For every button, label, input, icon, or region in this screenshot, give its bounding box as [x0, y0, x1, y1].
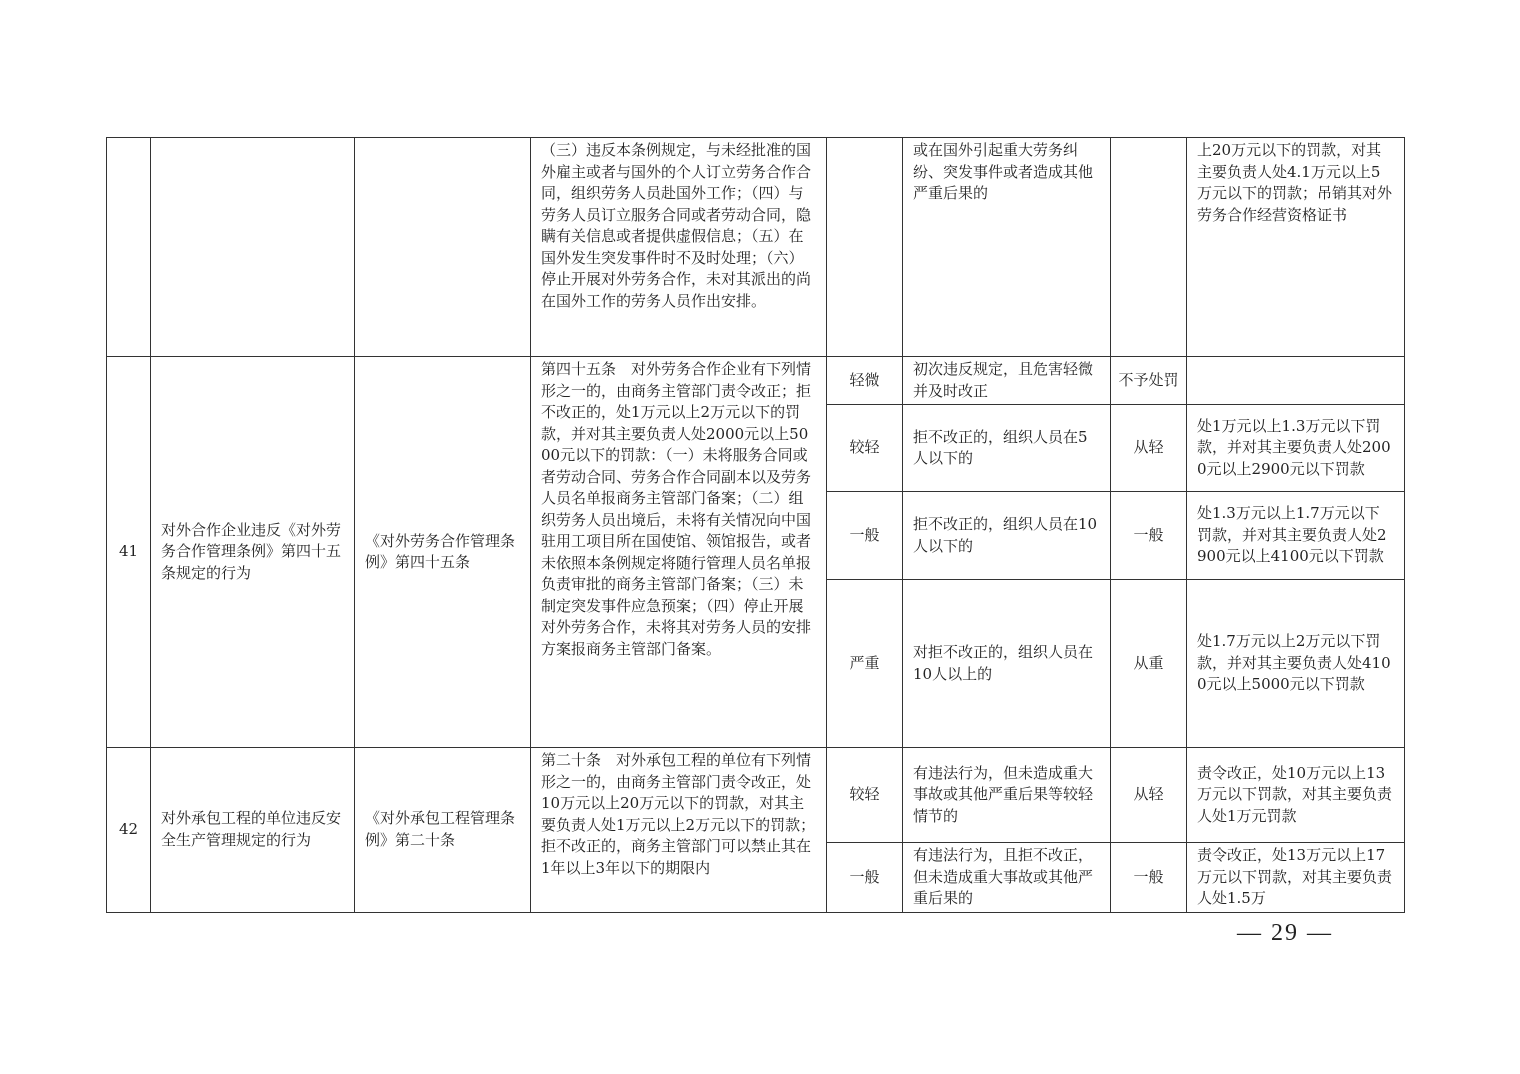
penalty-standard: 责令改正，处10万元以上13万元以下罚款，对其主要负责人处1万元罚款	[1187, 748, 1405, 843]
severity-degree: 一般	[827, 843, 903, 913]
legal-basis	[355, 138, 531, 357]
penalty-standard: 责令改正，处13万元以上17万元以下罚款，对其主要负责人处1.5万	[1187, 843, 1405, 913]
severity-degree: 严重	[827, 580, 903, 748]
severity-degree: 较轻	[827, 748, 903, 843]
violation-situation: 有违法行为，但未造成重大事故或其他严重后果等较轻情节的	[903, 748, 1111, 843]
legal-clause: 第二十条 对外承包工程的单位有下列情形之一的，由商务主管部门责令改正，处10万元以上20万元以下的罚款，对其主要负责人处1万元以上2万元以下的罚款；拒不改正的，商务主管部门可以禁止其在1年以上3年以下的期限内	[531, 748, 827, 913]
violation-situation: 拒不改正的，组织人员在10人以下的	[903, 492, 1111, 580]
row-number: 41	[107, 357, 151, 748]
legal-basis: 《对外劳务合作管理条例》第四十五条	[355, 357, 531, 748]
penalty-standard: 处1万元以上1.3万元以下罚款，并对其主要负责人处2000元以上2900元以下罚款	[1187, 405, 1405, 492]
violation-behavior	[151, 138, 355, 357]
page-number: — 29 —	[1237, 920, 1333, 946]
penalty-standard: 处1.3万元以上1.7万元以下罚款，并对其主要负责人处2900元以上4100元以下罚款	[1187, 492, 1405, 580]
discretion-standard: 一般	[1111, 492, 1187, 580]
penalty-table	[106, 137, 1405, 913]
legal-clause: （三）违反本条例规定，与未经批准的国外雇主或者与国外的个人订立劳务合作合同，组织劳务人员赴国外工作；（四）与劳务人员订立服务合同或者劳动合同，隐瞒有关信息或者提供虚假信息；（五）在国外发生突发事件时不及时处理；（六）停止开展对外劳务合作，未对其派出的尚在国外工作的劳务人员作出安排。	[531, 138, 827, 357]
violation-behavior: 对外合作企业违反《对外劳务合作管理条例》第四十五条规定的行为	[151, 357, 355, 748]
table-row	[107, 748, 1405, 843]
discretion-standard: 从轻	[1111, 748, 1187, 843]
penalty-standard: 处1.7万元以上2万元以下罚款，并对其主要负责人处4100元以上5000元以下罚款	[1187, 580, 1405, 748]
row-number	[107, 138, 151, 357]
violation-situation: 对拒不改正的，组织人员在10人以上的	[903, 580, 1111, 748]
discretion-standard: 不予处罚	[1111, 357, 1187, 405]
penalty-standard	[1187, 357, 1405, 405]
legal-basis: 《对外承包工程管理条例》第二十条	[355, 748, 531, 913]
discretion-standard: 从轻	[1111, 405, 1187, 492]
discretion-standard: 从重	[1111, 580, 1187, 748]
violation-situation: 初次违反规定，且危害轻微并及时改正	[903, 357, 1111, 405]
severity-degree: 轻微	[827, 357, 903, 405]
violation-situation: 或在国外引起重大劳务纠纷、突发事件或者造成其他严重后果的	[903, 138, 1111, 357]
legal-clause: 第四十五条 对外劳务合作企业有下列情形之一的，由商务主管部门责令改正；拒不改正的，处1万元以上2万元以下的罚款，并对其主要负责人处2000元以上5000元以下的罚款：（一）未将服务合同或者劳动合同、劳务合作合同副本以及劳务人员名单报商务主管部门备案；（二）组织劳务人员出境后，未将有关情况向中国驻用工项目所在国使馆、领馆报告，或者未依照本条例规定将随行管理人员名单报负责审批的商务主管部门备案；（三）未制定突发事件应急预案；（四）停止开展对外劳务合作，未将其对劳务人员的安排方案报商务主管部门备案。	[531, 357, 827, 748]
discretion-standard	[1111, 138, 1187, 357]
discretion-standard: 一般	[1111, 843, 1187, 913]
table-row	[107, 357, 1405, 405]
violation-situation: 拒不改正的，组织人员在5人以下的	[903, 405, 1111, 492]
row-number: 42	[107, 748, 151, 913]
severity-degree: 一般	[827, 492, 903, 580]
severity-degree	[827, 138, 903, 357]
penalty-standard: 上20万元以下的罚款，对其主要负责人处4.1万元以上5万元以下的罚款；吊销其对外劳务合作经营资格证书	[1187, 138, 1405, 357]
violation-situation: 有违法行为，且拒不改正，但未造成重大事故或其他严重后果的	[903, 843, 1111, 913]
severity-degree: 较轻	[827, 405, 903, 492]
table-row	[107, 138, 1405, 357]
violation-behavior: 对外承包工程的单位违反安全生产管理规定的行为	[151, 748, 355, 913]
